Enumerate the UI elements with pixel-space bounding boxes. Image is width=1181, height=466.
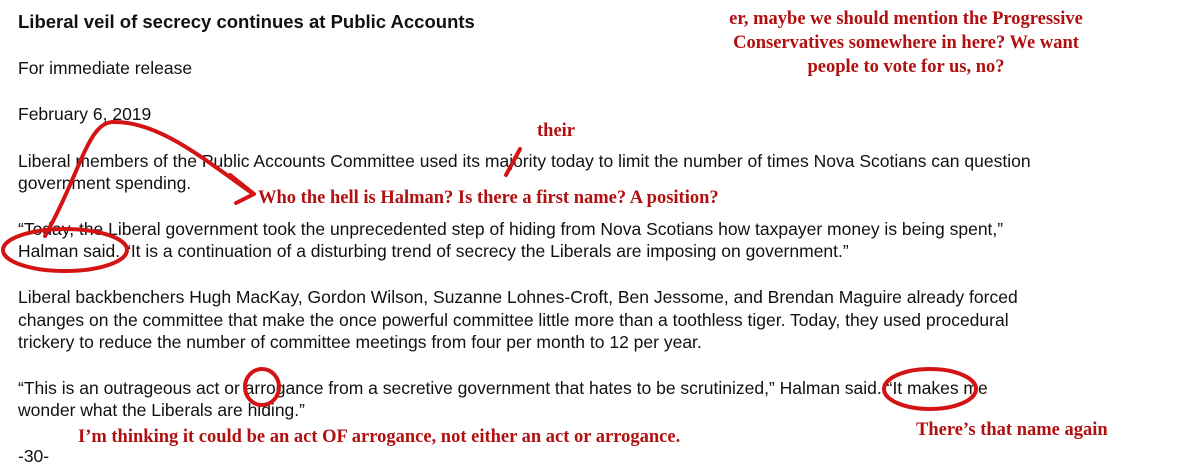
paragraph-1-line-1: Liberal members of the Public Accounts Committee used its majority today to limit the number of times Nova Scotians can question [18, 151, 1031, 171]
paragraph-4-line-1: “This is an outrageous act or arrogance from a secretive government that hates to be scrutinized,” Halman said. “It makes me [18, 378, 988, 398]
paragraph-2-line-2: Halman said. “It is a continuation of a disturbing trend of secrecy the Liberals are imposing on government.” [18, 241, 849, 261]
progressive-conservatives-note-line-3: people to vote for us, no? [807, 57, 1005, 77]
halman-arrow-head [230, 175, 254, 203]
paragraph-2-line-1: “Today, the Liberal government took the unprecedented step of hiding from Nova Scotians how taxpayer money is being spent,” [18, 219, 1004, 239]
release-date: February 6, 2019 [18, 104, 152, 124]
paragraph-3-line-1: Liberal backbenchers Hugh MacKay, Gordon Wilson, Suzanne Lohnes-Croft, Ben Jessome, and Brendan Maguire already forced [18, 287, 1018, 307]
name-again-note: There’s that name again [916, 420, 1108, 440]
press-release-title: Liberal veil of secrecy continues at Public Accounts [18, 11, 475, 32]
their-correction-note: their [537, 121, 576, 141]
paragraph-1-line-2: government spending. [18, 173, 192, 193]
paragraph-3-line-3: trickery to reduce the number of committee meetings from four per month to 12 per year. [18, 332, 702, 352]
release-line: For immediate release [18, 58, 193, 78]
progressive-conservatives-note [690, 7, 1122, 79]
who-is-halman-note: Who the hell is Halman? Is there a first name? A position? [258, 188, 719, 208]
end-mark: -30- [18, 446, 50, 466]
paragraph-3-line-2: changes on the committee that make the once powerful committee little more than a toothless tiger. Today, they used procedural [18, 310, 1009, 330]
progressive-conservatives-note-line-2: Conservatives somewhere in here? We want [733, 33, 1079, 53]
act-of-arrogance-note: I’m thinking it could be an act OF arrogance, not either an act or arrogance. [78, 427, 681, 447]
paragraph-4-line-2: wonder what the Liberals are hiding.” [18, 400, 305, 420]
progressive-conservatives-note-line-1: er, maybe we should mention the Progressive [729, 9, 1083, 29]
